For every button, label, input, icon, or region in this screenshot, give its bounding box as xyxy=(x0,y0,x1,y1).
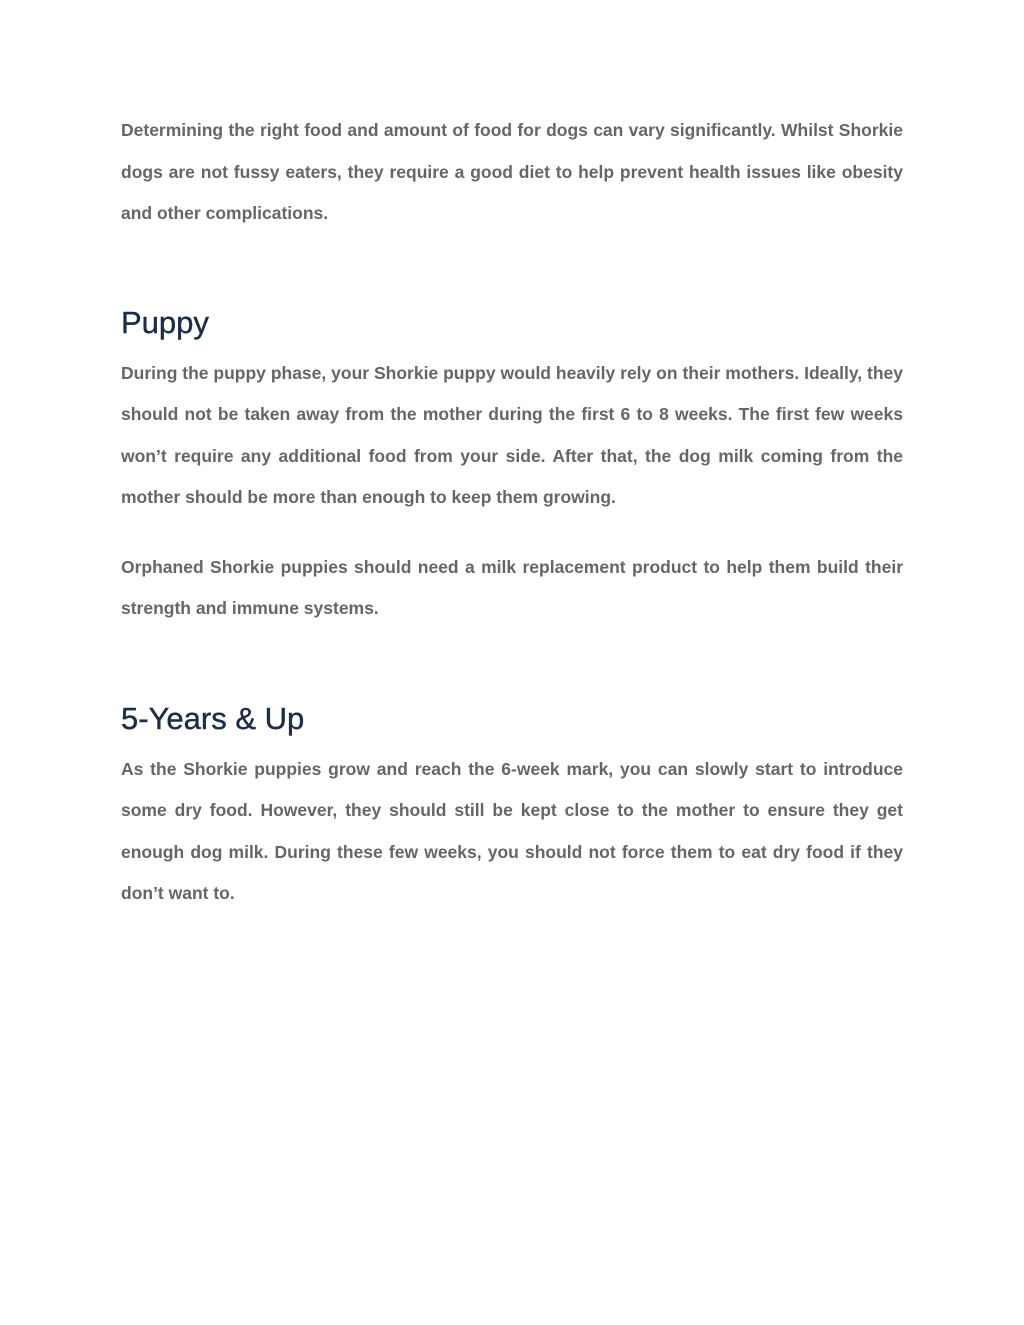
puppy-paragraph-2: Orphaned Shorkie puppies should need a milk replacement product to help them build their strength and immune systems. xyxy=(121,556,903,618)
document-page xyxy=(121,110,903,915)
intro-paragraph: Determining the right food and amount of food for dogs can vary significantly. Whilst Shorkie dogs are not fussy eaters, they require a good diet to help prevent health issues like obesity and other complications. xyxy=(121,120,903,223)
section-heading-puppy: Puppy xyxy=(121,304,209,340)
puppy-paragraph-1: During the puppy phase, your Shorkie puppy would heavily rely on their mothers. Ideally, they should not be taken away from the mother during the first 6 to 8 weeks. The first few weeks won’t require any additional food from your side. After that, the dog milk coming from the mother should be more than enough to keep them growing. xyxy=(121,362,903,507)
section-heading-5-years-up: 5-Years & Up xyxy=(121,700,305,736)
years-paragraph-1: As the Shorkie puppies grow and reach the 6-week mark, you can slowly start to introduce some dry food. However, they should still be kept close to the mother to ensure they get enough dog milk. During these few weeks, you should not force them to eat dry food if they don’t want to. xyxy=(121,758,903,903)
